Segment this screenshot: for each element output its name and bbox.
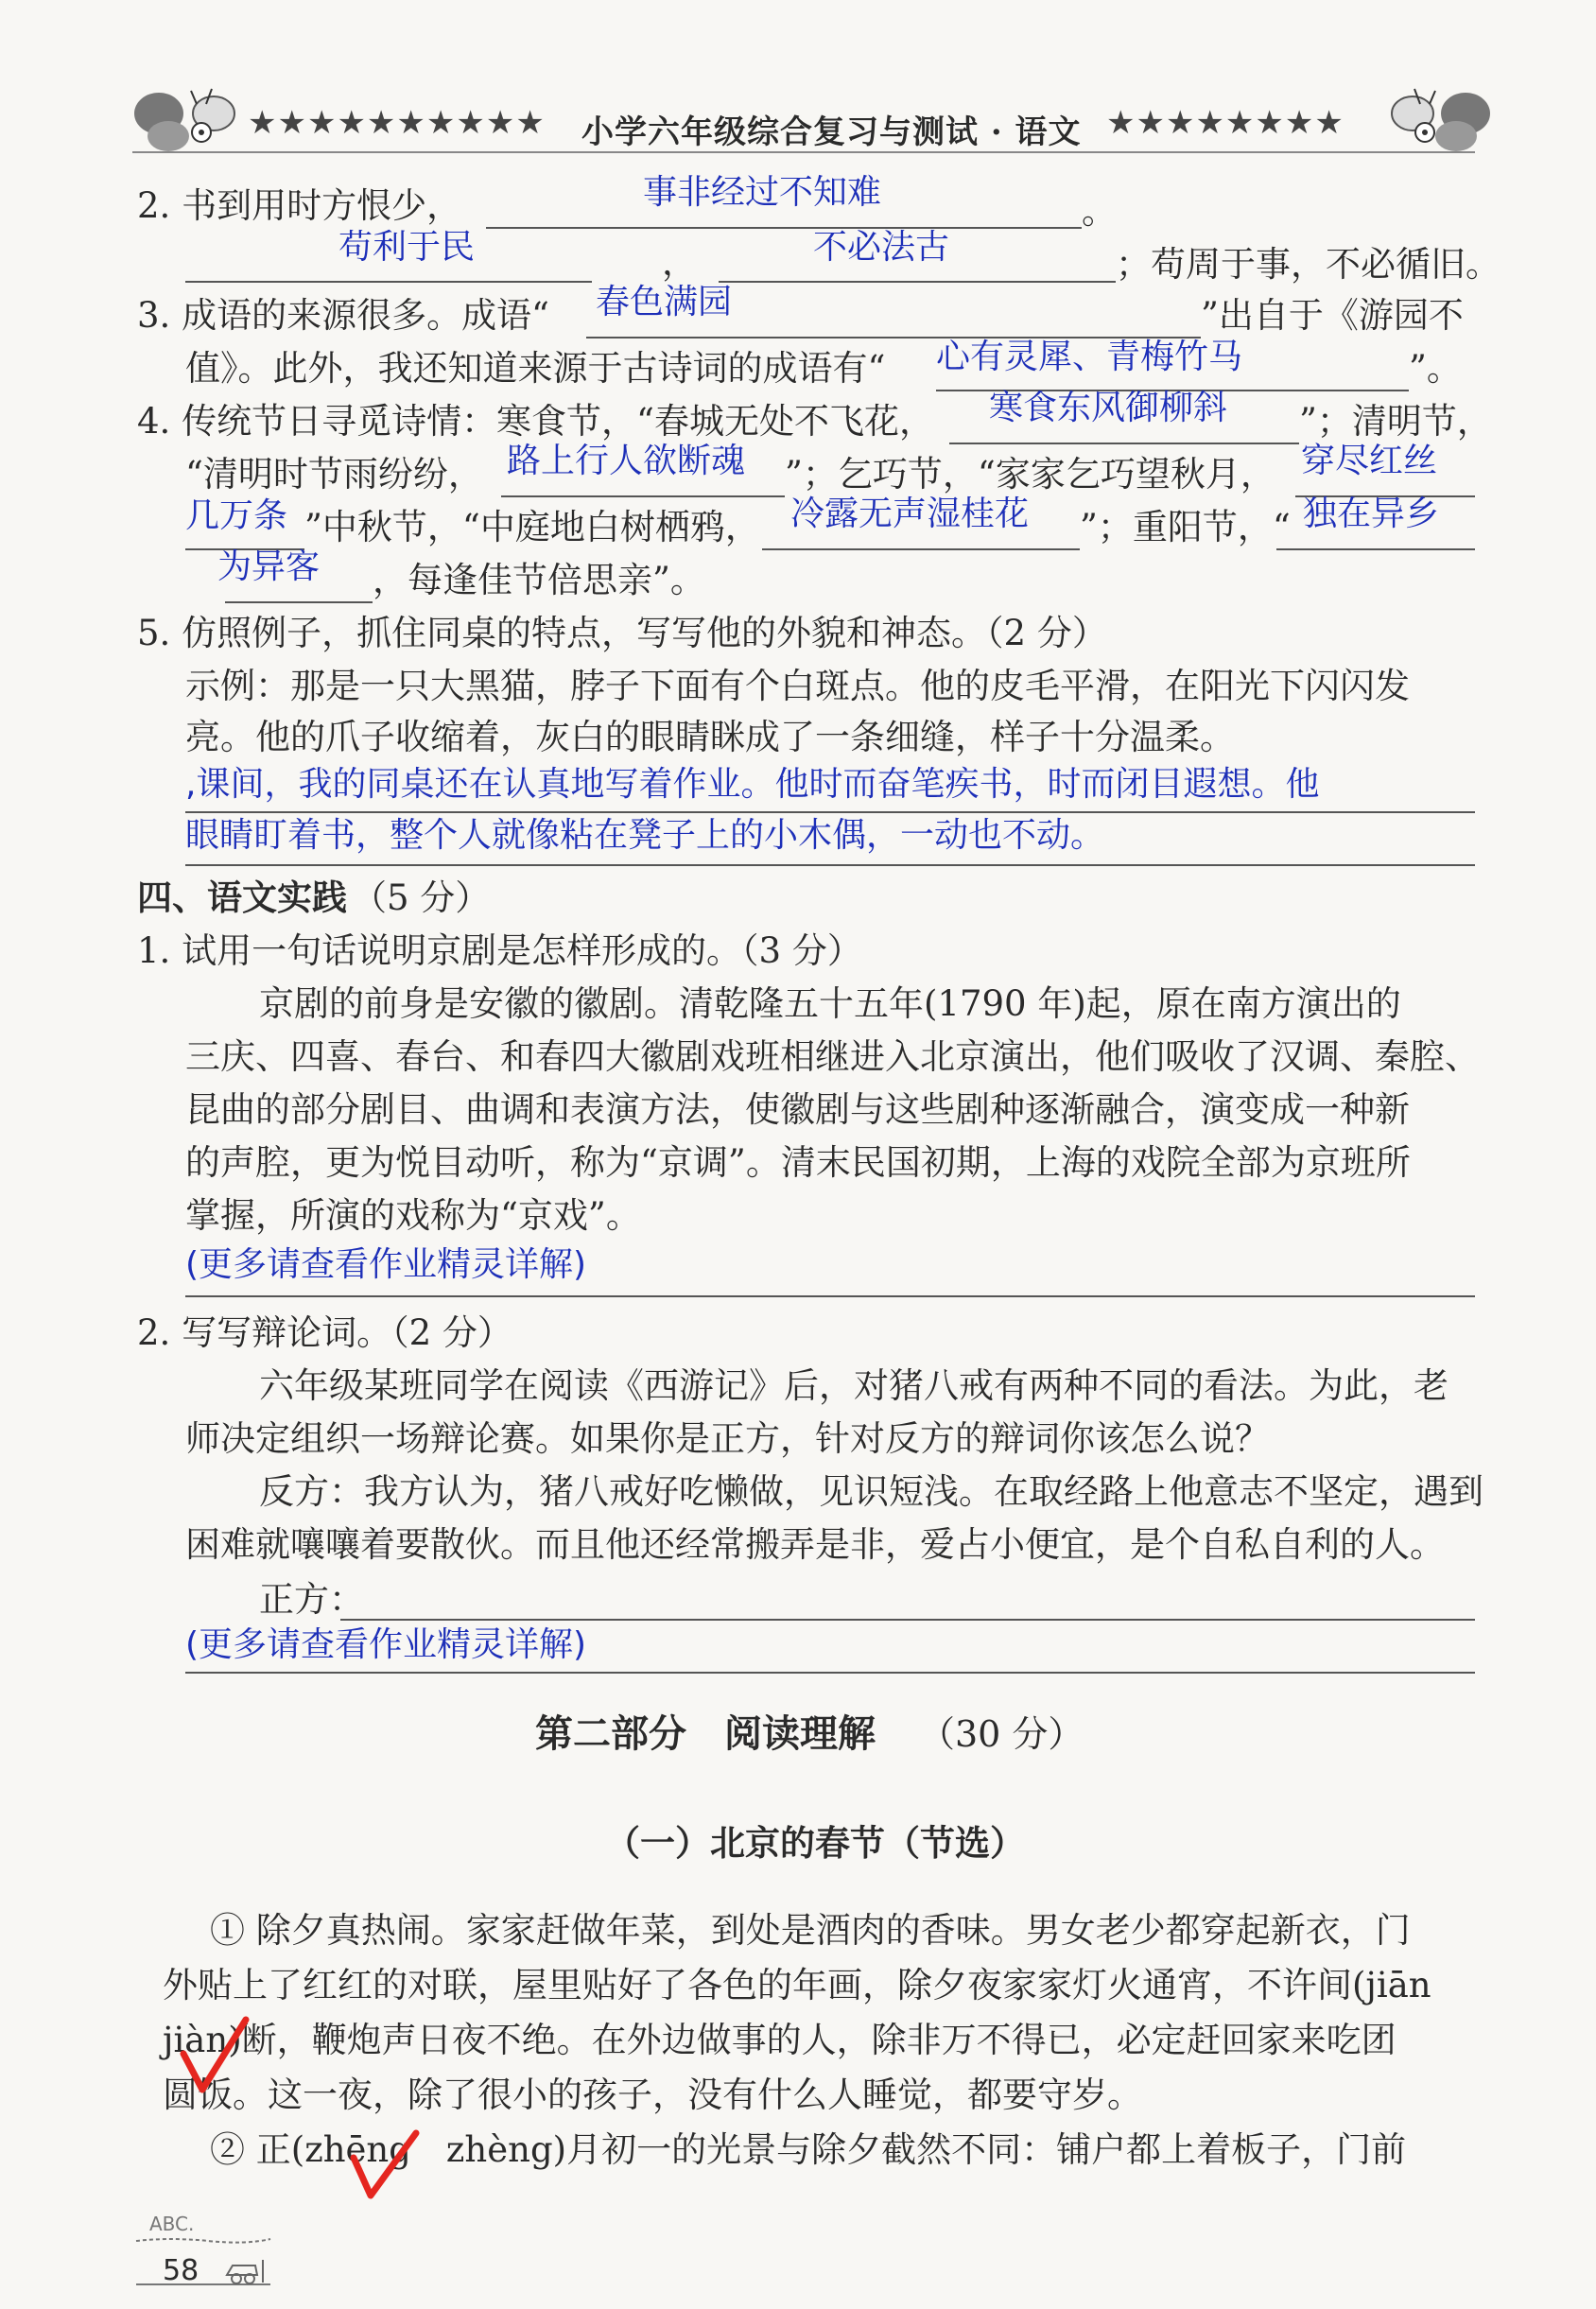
q4-answer3b: 几万条 [185,496,288,535]
reading-line: jiàn)断，鞭炮声日夜不绝。在外边做事的人，除非万不得已，必定赶回家来吃团 [163,2020,1396,2060]
q3-answer1: 春色满园 [596,283,733,321]
q4-line2-prefix: “清明时节雨纷纷， [185,454,483,495]
practice1-line: 的声腔，更为悦目动听，称为“京调”。清末民国初期，上海的戏院全部为京班所 [185,1142,1411,1183]
q4-blank2 [501,495,785,497]
q2-line1-prefix: 2. 书到用时方恨少， [137,185,462,226]
page-number: 58 [163,2254,200,2287]
q4-answer1: 寒食东风御柳斜 [989,389,1228,427]
q4-answer4: 冷露无声湿桂花 [790,495,1030,533]
q2-blank2b [719,281,1116,283]
q2-blank2a [185,281,592,283]
q4-line1-prefix: 4. 传统节日寻觅诗情：寒食节，“春城无处不飞花， [137,401,934,442]
practice2-label: 正方： [259,1579,364,1620]
q2-answer1: 事非经过不知难 [643,173,882,212]
reading-line: 外贴上了红红的对联，屋里贴好了各色的年画，除夕夜家家灯火通宵，不许间(jiān [163,1965,1431,2005]
q3-line1-prefix: 3. 成语的来源很多。成语“ [137,295,549,336]
q4-answer2: 路上行人欲断魂 [507,442,746,480]
header-title: 小学六年级综合复习与测试 · 语文 [581,113,1082,151]
reading-title: （一）北京的春节（节选） [605,1823,1025,1864]
q3-answer2: 心有灵犀、青梅竹马 [936,338,1243,376]
q5-prompt: 5. 仿照例子，抓住同桌的特点，写写他的外貌和神态。（2 分） [137,613,1107,653]
practice2-line: 六年级某班同学在阅读《西游记》后，对猪八戒有两种不同的看法。为此，老 [259,1365,1449,1406]
practice1-answer: (更多请查看作业精灵详解) [185,1245,587,1284]
q2-blank1 [486,227,1082,229]
q2-answer2b: 不必法古 [813,228,950,267]
practice1-line: 昆曲的部分剧目、曲调和表演方法，使徽剧与这些剧种逐渐融合，演变成一种新 [185,1089,1410,1130]
practice1-prompt: 1. 试用一句话说明京剧是怎样形成的。（3 分） [137,930,862,971]
check-mark-icon [348,2127,424,2203]
q4-line4-suffix: ，每逢佳节倍思亲”。 [373,560,705,600]
part2-title: 第二部分 阅读理解 [535,1712,876,1756]
bee-right-icon [1382,78,1496,163]
q2-line2-suffix: ；苟周于事，不必循旧。 [1116,244,1501,285]
q5-answer-rule1 [185,811,1475,813]
header-rule [132,151,1475,153]
reading-line: ② 正(zhēng zhèng)月初一的光景与除夕截然不同：铺户都上着板子，门前 [210,2129,1407,2170]
practice2-prompt: 2. 写写辩论词。（2 分） [137,1312,512,1353]
practice2-line: 反方：我方认为，猪八戒好吃懒做，见识短浅。在取经路上他意志不坚定，遇到 [259,1471,1483,1512]
q4-blank4 [762,548,1080,550]
practice1-line: 三庆、四喜、春台、和春四大徽剧戏班相继进入北京演出，他们吸收了汉调、秦腔、 [185,1036,1480,1077]
q3-line2-suffix: ”。 [1409,348,1462,389]
q2-answer2a: 苟利于民 [338,228,476,267]
practice2-rule2 [185,1672,1475,1674]
q4-blank5 [1276,548,1475,550]
q4-line3-mid: ”中秋节，“中庭地白树栖鸦， [304,507,760,547]
q4-answer3a: 穿尽红丝 [1301,442,1438,480]
q5-example-line1: 示例：那是一只大黑猫，脖子下面有个白斑点。他的皮毛平滑，在阳光下闪闪发 [185,666,1410,706]
section4-score: （5 分） [352,877,491,918]
q2-line1-suffix: 。 [1082,191,1117,232]
section4-title: 四、语文实践 [137,877,347,918]
practice2-rule1 [340,1619,1475,1621]
q4-blank5b [225,601,373,603]
practice1-answer-rule [185,1295,1475,1297]
q5-answer-rule2 [185,864,1475,866]
q4-blank1 [949,443,1299,444]
reading-line: 圆饭。这一夜，除了很小的孩子，没有什么人睡觉，都要守岁。 [163,2075,1142,2115]
practice2-answer: (更多请查看作业精灵详解) [185,1625,587,1664]
header-stars-right: ★★★★★★★★ [1106,104,1344,142]
q3-line2-prefix: 值》。此外，我还知道来源于古诗词的成语有“ [185,348,886,389]
q5-answer-line1: ,课间，我的同桌还在认真地写着作业。他时而奋笔疾书，时而闭目遐想。他 [185,765,1320,804]
practice2-line: 困难就嚷嚷着要散伙。而且他还经常搬弄是非，爱占小便宜，是个自私自利的人。 [185,1524,1445,1565]
check-mark-icon [178,2014,253,2099]
q4-line1-suffix: ”；清明节， [1299,401,1492,442]
practice1-line: 掌握，所演的戏称为“京戏”。 [185,1195,641,1236]
header-stars-left: ★★★★★★★★★★ [248,104,546,142]
q5-answer-line2: 眼睛盯着书，整个人就像粘在凳子上的小木偶，一动也不动。 [185,816,1105,855]
q4-line3-suffix: ”；重阳节，“ [1080,507,1291,547]
q3-line1-suffix: ”出自于《游园不 [1201,295,1464,336]
reading-line: ① 除夕真热闹。家家赶做年菜，到处是酒肉的香味。男女老少都穿起新衣，门 [210,1910,1411,1951]
q5-example-line2: 亮。他的爪子收缩着，灰白的眼睛眯成了一条细缝，样子十分温柔。 [185,717,1235,757]
q4-line2-mid: ”；乞巧节，“家家乞巧望秋月， [785,454,1275,495]
q4-answer5b: 为异客 [217,547,321,586]
q4-answer5a: 独在异乡 [1303,495,1440,533]
bee-left-icon [130,78,244,163]
q2-line2-sep: ， [662,242,697,283]
practice2-line: 师决定组织一场辩论赛。如果你是正方，针对反方的辩词你该怎么说？ [185,1418,1270,1459]
footer-doodle: ABC. [149,2213,195,2235]
practice1-line: 京剧的前身是安徽的徽剧。清乾隆五十五年(1790 年)起，原在南方演出的 [259,983,1401,1024]
part2-score: （30 分） [919,1713,1084,1755]
footer-doodle-icon [132,2222,274,2288]
